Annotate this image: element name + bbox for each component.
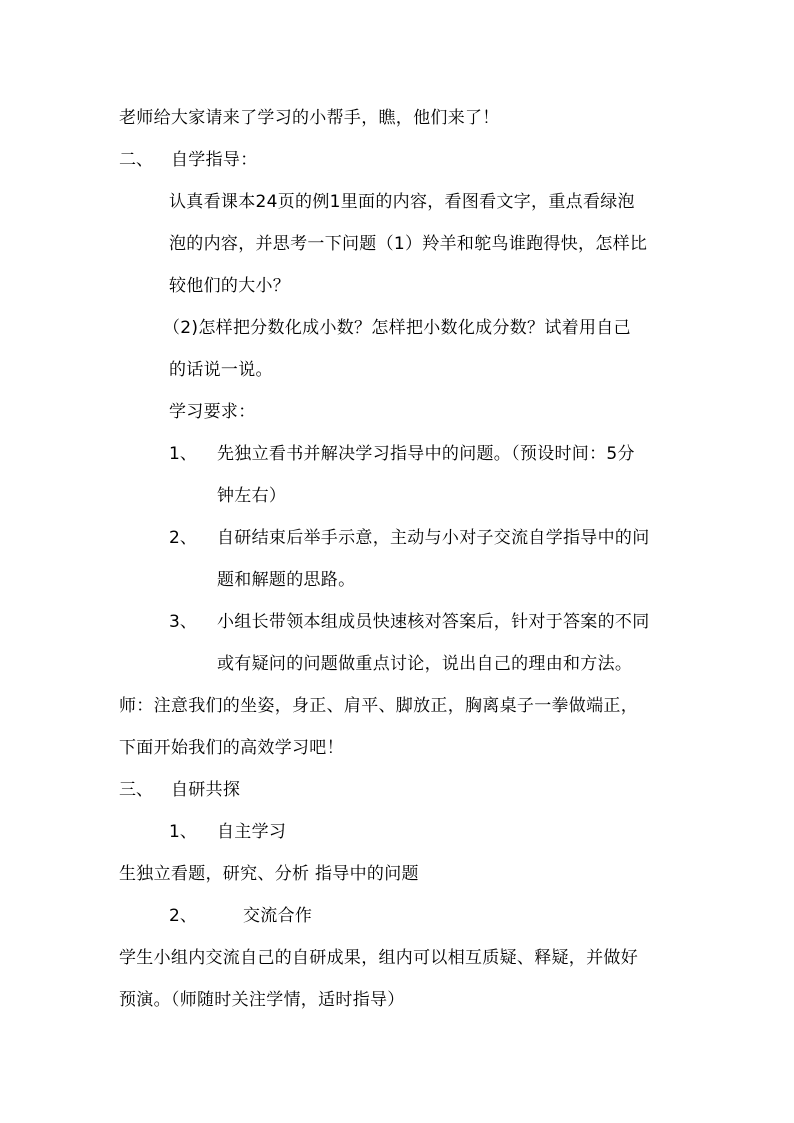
item2-text-line1: 学生小组内交流自己的自研成果，组内可以相互质疑、释疑，并做好: [119, 948, 638, 968]
guide-para2-line2: 的话说一说。: [169, 360, 273, 380]
requirements-title: 学习要求：: [169, 402, 256, 422]
req1-line1: 先独立看书并解决学习指导中的问题。（预设时间：5分: [217, 444, 635, 464]
req2-line2: 题和解题的思路。: [217, 570, 356, 590]
req3-line2: 或有疑问的问题做重点讨论，说出自己的理由和方法。: [217, 654, 633, 674]
req3-number: 3、: [169, 612, 197, 632]
req3-line1: 小组长带领本组成员快速核对答案后，针对于答案的不同: [217, 612, 650, 632]
guide-para1-line2: 泡的内容，并思考一下问题（1）羚羊和鸵鸟谁跑得快，怎样比: [169, 234, 648, 254]
teacher-line1: 师：注意我们的坐姿，身正、肩平、脚放正，胸离桌子一拳做端正，: [119, 696, 638, 716]
guide-para1-line3: 较他们的大小？: [169, 276, 291, 296]
req1-line2: 钟左右）: [217, 486, 287, 506]
item1-title: 自主学习: [217, 822, 287, 842]
guide-para1-line1: 认真看课本24页的例1里面的内容，看图看文字，重点看绿泡: [169, 192, 635, 212]
item2-text-line2: 预演。（师随时关注学情，适时指导）: [119, 990, 405, 1010]
section2-title: 自学指导：: [171, 150, 258, 170]
section3-title: 自研共探: [171, 780, 241, 800]
req2-line1: 自研结束后举手示意，主动与小对子交流自学指导中的问: [217, 528, 650, 548]
req1-number: 1、: [169, 444, 197, 464]
item2-title: 交流合作: [243, 906, 313, 926]
section3-number: 三、: [119, 780, 153, 800]
item1-text: 生独立看题，研究、分析 指导中的问题: [119, 864, 419, 884]
item2-number: 2、: [169, 906, 197, 926]
guide-para2-line1: （2)怎样把分数化成小数？怎样把小数化成分数？试着用自己: [163, 318, 631, 338]
intro-text: 老师给大家请来了学习的小帮手，瞧，他们来了！: [119, 108, 500, 128]
teacher-line2: 下面开始我们的高效学习吧！: [119, 738, 344, 758]
item1-number: 1、: [169, 822, 197, 842]
req2-number: 2、: [169, 528, 197, 548]
section2-number: 二、: [119, 150, 153, 170]
